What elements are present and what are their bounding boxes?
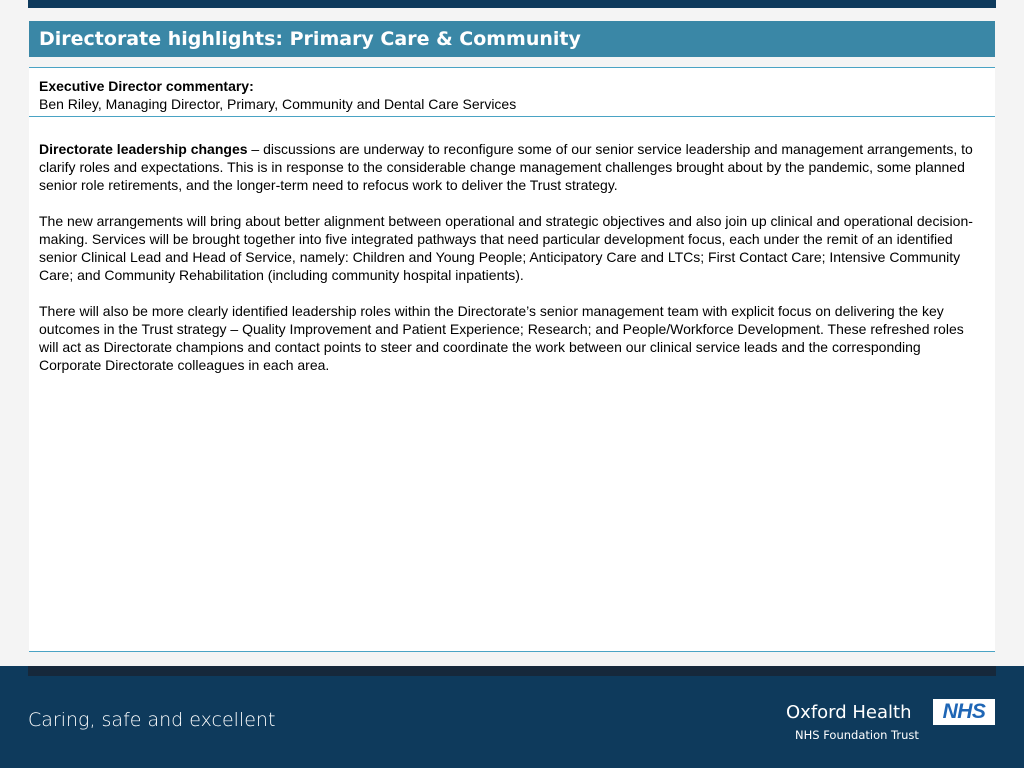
footer: [0, 666, 1024, 768]
paragraph-1: [39, 140, 985, 194]
exec-name: Ben Riley, Managing Director, Primary, Community and Dental Care Services: [39, 96, 517, 112]
title-bar: [29, 21, 995, 57]
paragraph-3: There will also be more clearly identified leadership roles within the Directorate’s senior management team with explicit focus on delivering the key outcomes in the Trust strategy – Quality Improvement and Patient Experience; Research; and People/Workforce Development. These refreshed roles will act as Directorate champions and contact points to steer and coordinate the work between our clinical service leads and the corresponding Corporate Directorate colleagues in each area.: [39, 303, 964, 373]
paragraph-2: The new arrangements will bring about better alignment between operational and strategic objectives and also join up clinical and operational decision-making. Services will be brought together into five integrated pathways that need particular development focus, each under the remit of an identified senior Clinical Lead and Head of Service, namely: Children and Young People; Anticipatory Care and LTCs; First Contact Care; Intensive Community Care; and Community Rehabilitation (including community hospital inpatients).: [39, 213, 973, 283]
section-divider: [29, 116, 995, 117]
org-subtitle: NHS Foundation Trust: [795, 728, 919, 742]
content-panel: [29, 67, 995, 652]
executive-commentary: [39, 77, 985, 113]
page-title: Directorate highlights: Primary Care & Community: [39, 28, 581, 50]
footer-tagline: Caring, safe and excellent: [28, 709, 276, 731]
nhs-logo-text: NHS: [942, 700, 986, 723]
body-text: [39, 140, 985, 392]
paragraph-1-lead: Directorate leadership changes: [39, 141, 248, 157]
paragraph-1-text: – discussions are underway to reconfigure some of our senior service leadership and management arrangements, to clarify roles and expectations. This is in response to the considerable change management challenges brought about by the pandemic, some planned senior role retirements, and the longer-term need to refocus work to deliver the Trust strategy.: [39, 141, 973, 193]
nhs-logo: [933, 699, 995, 725]
org-name: Oxford Health: [786, 702, 912, 723]
exec-heading: Executive Director commentary:: [39, 78, 254, 94]
top-accent-bar: [28, 0, 996, 8]
footer-strip: [28, 666, 996, 676]
